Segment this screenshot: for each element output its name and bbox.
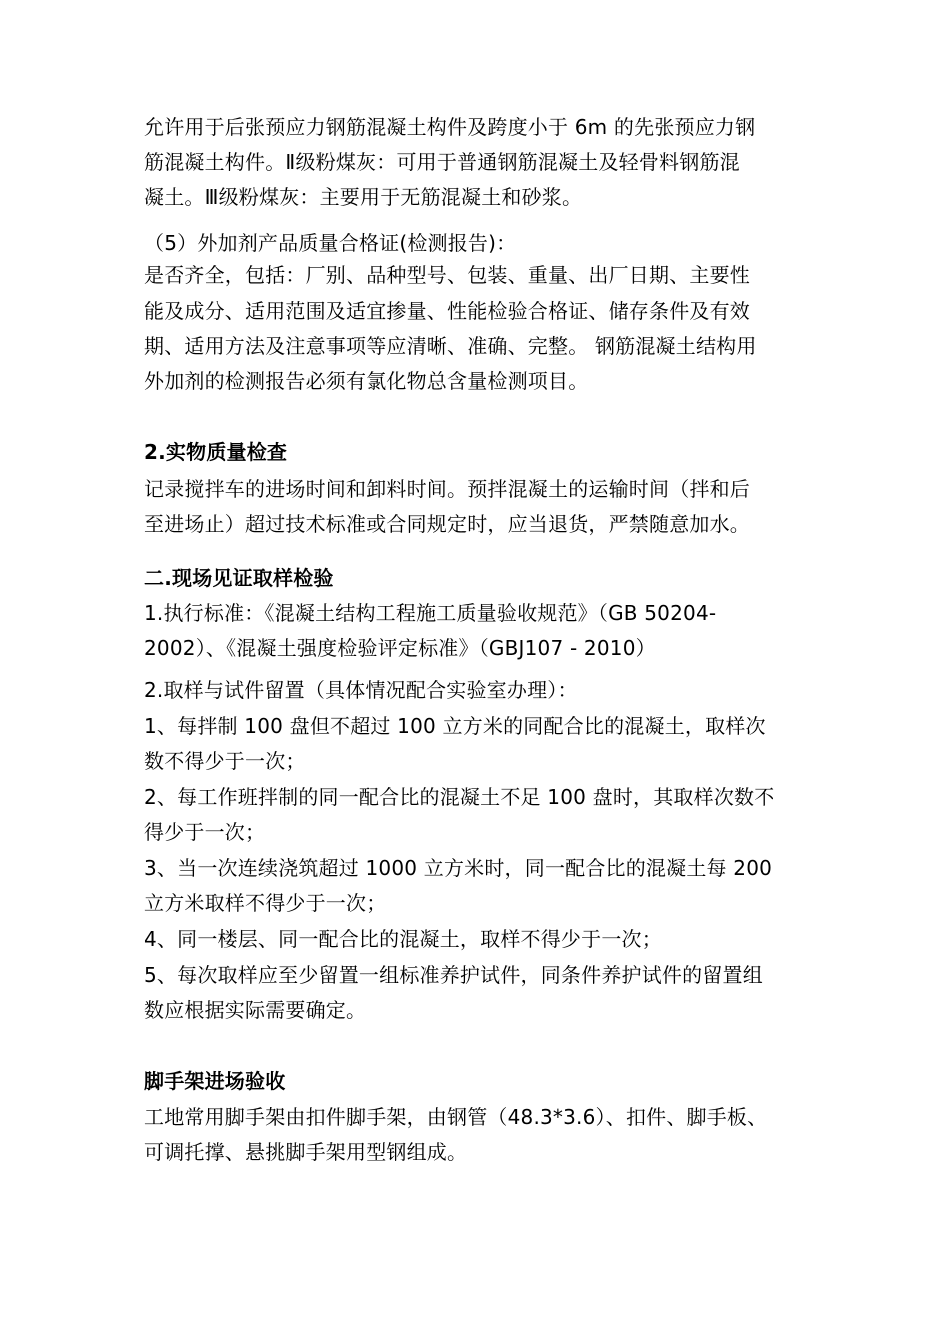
item-title: （5）外加剂产品质量合格证(检测报告)： — [144, 231, 517, 255]
paragraph-line: 1、每拌制 100 盘但不超过 100 立方米的同配合比的混凝土，取样次 — [144, 714, 766, 738]
paragraph-line: 1.执行标准：《混凝土结构工程施工质量验收规范》（GB 50204- — [144, 601, 717, 625]
section-heading: 二.现场见证取样检验 — [144, 566, 334, 590]
paragraph-line: 凝土。Ⅲ级粉煤灰：主要用于无筋混凝土和砂浆。 — [144, 185, 583, 209]
paragraph-line: 2、每工作班拌制的同一配合比的混凝土不足 100 盘时，其取样次数不 — [144, 785, 775, 809]
section-heading: 脚手架进场验收 — [144, 1069, 286, 1093]
paragraph-line: 2.取样与试件留置（具体情况配合实验室办理）： — [144, 678, 578, 702]
paragraph-line: 数不得少于一次； — [144, 749, 306, 773]
paragraph-line: 允许用于后张预应力钢筋混凝土构件及跨度小于 6m 的先张预应力钢 — [144, 115, 756, 139]
paragraph-line: 记录搅拌车的进场时间和卸料时间。预拌混凝土的运输时间（拌和后 — [144, 477, 750, 501]
paragraph-line: 筋混凝土构件。Ⅱ级粉煤灰：可用于普通钢筋混凝土及轻骨料钢筋混 — [144, 150, 740, 174]
paragraph-line: 外加剂的检测报告必须有氯化物总含量检测项目。 — [144, 369, 589, 393]
paragraph-line: 立方米取样不得少于一次； — [144, 891, 387, 915]
paragraph-line: 得少于一次； — [144, 820, 266, 844]
paragraph-line: 是否齐全，包括：厂别、品种型号、包装、重量、出厂日期、主要性 — [144, 263, 750, 287]
section-heading: 2.实物质量检查 — [144, 440, 288, 464]
paragraph-line: 3、当一次连续浇筑超过 1000 立方米时，同一配合比的混凝土每 200 — [144, 856, 773, 880]
paragraph-line: 工地常用脚手架由扣件脚手架，由钢管（48.3*3.6）、扣件、脚手板、 — [144, 1105, 768, 1129]
paragraph-line: 期、适用方法及注意事项等应清晰、准确、完整。 钢筋混凝土结构用 — [144, 334, 757, 358]
paragraph-line: 4、同一楼层、同一配合比的混凝土，取样不得少于一次； — [144, 927, 662, 951]
paragraph-line: 数应根据实际需要确定。 — [144, 998, 367, 1022]
paragraph-line: 能及成分、适用范围及适宜掺量、性能检验合格证、储存条件及有效 — [144, 299, 750, 323]
paragraph-line: 2002）、《混凝土强度检验评定标准》（GBJ107 - 2010） — [144, 636, 656, 660]
paragraph-line: 可调托撑、悬挑脚手架用型钢组成。 — [144, 1140, 468, 1164]
paragraph-line: 5、每次取样应至少留置一组标准养护试件，同条件养护试件的留置组 — [144, 963, 763, 987]
paragraph-line: 至进场止）超过技术标准或合同规定时，应当退货，严禁随意加水。 — [144, 512, 750, 536]
